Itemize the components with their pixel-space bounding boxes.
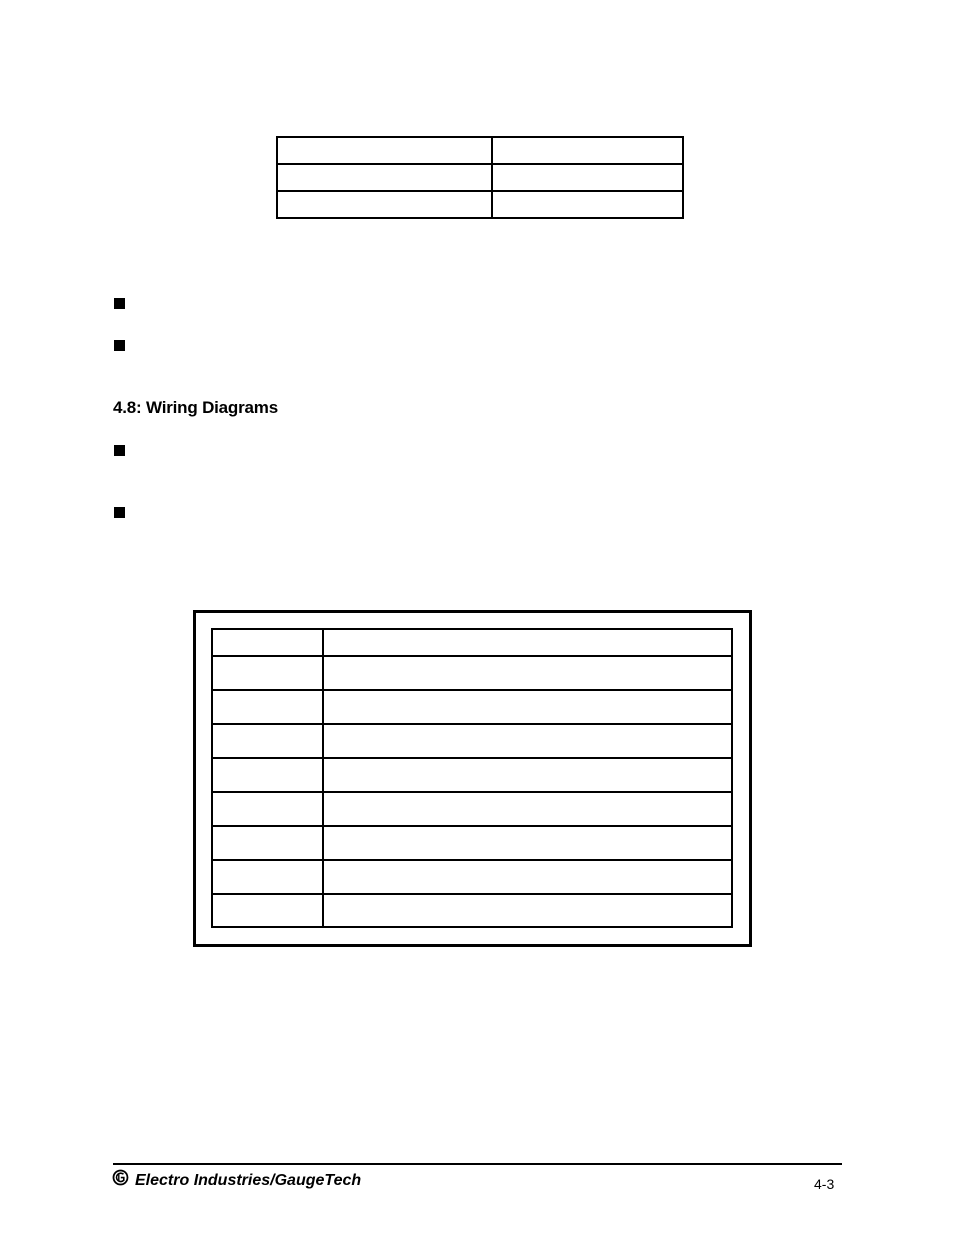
footer-rule [113,1163,842,1165]
table-cell [323,792,732,826]
table-row [212,860,732,894]
table-cell [212,758,323,792]
page-number: 4-3 [814,1176,835,1192]
table-cell [323,860,732,894]
wiring-table [211,628,733,928]
table-row [212,792,732,826]
table-row [277,137,683,164]
table-cell [212,656,323,690]
table-cell [277,164,492,191]
table-row [212,758,732,792]
wiring-table-frame [193,610,752,947]
table-row [277,164,683,191]
bullet-square-icon [114,507,125,518]
table-row [212,724,732,758]
table-cell [212,826,323,860]
table-cell [212,860,323,894]
bullet-square-icon [114,340,125,351]
table-cell [492,137,683,164]
section-heading: 4.8: Wiring Diagrams [113,398,278,417]
top-table [276,136,684,219]
table-row [212,656,732,690]
table-cell [492,191,683,218]
table-cell [323,894,732,927]
footer-company-name: Electro Industries/GaugeTech [135,1172,362,1189]
table-cell [212,894,323,927]
table-cell [323,826,732,860]
table-cell [492,164,683,191]
table-row [212,894,732,927]
table-cell [212,629,323,656]
table-cell [277,137,492,164]
table-cell [323,724,732,758]
table-row [277,191,683,218]
eig-logo-icon [112,1169,129,1186]
table-cell [323,656,732,690]
table-row [212,826,732,860]
table-cell [212,792,323,826]
table-cell [323,690,732,724]
table-cell [212,690,323,724]
table-cell [277,191,492,218]
bullet-square-icon [114,445,125,456]
table-row [212,629,732,656]
table-cell [212,724,323,758]
table-row [212,690,732,724]
table-cell [323,758,732,792]
bullet-square-icon [114,298,125,309]
table-cell [323,629,732,656]
